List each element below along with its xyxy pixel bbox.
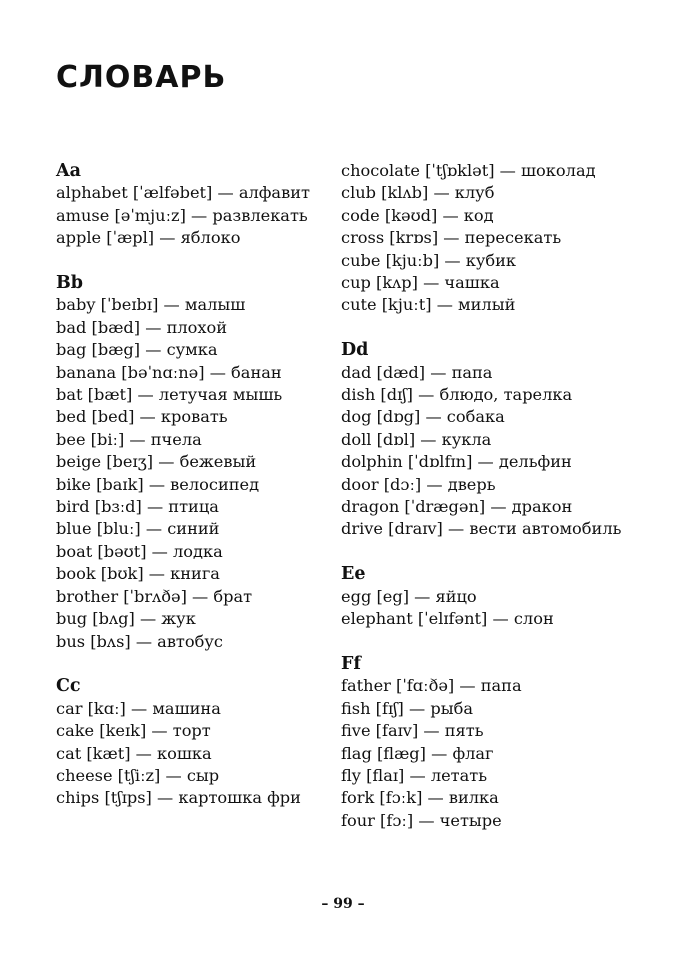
entry: dish [dɪʃ] — блюдо, тарелка xyxy=(341,385,573,405)
entry: bike [baɪk] — велосипед xyxy=(56,474,260,494)
section-letter: Bb xyxy=(56,273,84,294)
entry: door [dɔː] — дверь xyxy=(341,474,496,494)
entry: five [faɪv] — пять xyxy=(341,721,484,741)
section-c-continued xyxy=(341,160,651,317)
entry: boat [bəʊt] — лодка xyxy=(56,541,223,561)
section-c xyxy=(56,675,356,809)
entry: brother [ˈbrʌðə] — брат xyxy=(56,586,253,606)
section-letter: Ff xyxy=(341,653,361,674)
entry: amuse [əˈmjuːz] — развлекать xyxy=(56,205,308,225)
entry: four [fɔː] — четыре xyxy=(341,810,502,830)
entry: flag [flæg] — флаг xyxy=(341,743,494,763)
section-f xyxy=(341,653,651,832)
entry: fly [flaɪ] — летать xyxy=(341,765,488,785)
entry: blue [bluː] — синий xyxy=(56,519,220,539)
section-b xyxy=(56,272,356,653)
entry: dolphin [ˈdɒlfɪn] — дельфин xyxy=(341,452,572,472)
section-letter: Dd xyxy=(341,340,369,361)
entry: chocolate [ˈtʃɒklət] — шоколад xyxy=(341,161,596,180)
entry: bug [bʌg] — жук xyxy=(56,609,196,629)
page-number: – 99 – xyxy=(321,896,365,912)
section-letter: Ee xyxy=(341,564,366,585)
entry: cross [krɒs] — пересекать xyxy=(341,228,562,248)
entry: father [ˈfɑːðə] — папа xyxy=(341,676,522,696)
entry: bee [biː] — пчела xyxy=(56,429,202,449)
entry: car [kɑː] — машина xyxy=(56,698,221,718)
section-letter: Aa xyxy=(56,161,81,181)
entry: club [klʌb] — клуб xyxy=(341,183,495,203)
entry: cake [keɪk] — торт xyxy=(56,721,211,741)
entry: bat [bæt] — летучая мышь xyxy=(56,385,283,405)
entry: cup [kʌp] — чашка xyxy=(341,273,500,293)
entry: fish [fɪʃ] — рыба xyxy=(341,698,473,718)
section-e xyxy=(341,563,651,630)
entry: doll [dɒl] — кукла xyxy=(341,429,492,449)
entry: cheese [tʃiːz] — сыр xyxy=(56,765,220,785)
entry: banana [bəˈnɑːnə] — банан xyxy=(56,362,282,382)
entry: chips [tʃɪps] — картошка фри xyxy=(56,788,301,808)
entry: fork [fɔːk] — вилка xyxy=(341,788,499,808)
section-d xyxy=(341,339,651,541)
entry: alphabet [ˈælfəbet] — алфавит xyxy=(56,183,310,203)
entry: bed [bed] — кровать xyxy=(56,407,228,427)
entry: baby [ˈbeɪbɪ] — малыш xyxy=(56,295,246,315)
section-a xyxy=(56,160,356,250)
entry: bus [bʌs] — автобус xyxy=(56,631,223,651)
entry: cube [kjuːb] — кубик xyxy=(341,250,517,270)
entry: code [kəʊd] — код xyxy=(341,205,494,225)
entry: drive [draɪv] — вести автомобиль xyxy=(341,519,622,539)
entry: dad [dæd] — папа xyxy=(341,362,493,382)
entry: dog [dɒg] — собака xyxy=(341,407,505,427)
page-title: СЛОВАРЬ xyxy=(56,60,227,95)
entry: apple [ˈæpl] — яблоко xyxy=(56,228,241,248)
entry: egg [eg] — яйцо xyxy=(341,586,477,606)
entry: cat [kæt] — кошка xyxy=(56,743,212,763)
entry: bird [bɜːd] — птица xyxy=(56,497,219,517)
dictionary-column-left xyxy=(56,160,356,832)
section-letter: Cc xyxy=(56,676,81,697)
entry: dragon [ˈdrægən] — дракон xyxy=(341,497,573,517)
entry: bag [bæg] — сумка xyxy=(56,340,218,360)
entry: book [bʊk] — книга xyxy=(56,564,220,584)
entry: cute [kjuːt] — милый xyxy=(341,295,516,315)
entry: elephant [ˈelɪfənt] — слон xyxy=(341,609,554,629)
entry: beige [beɪʒ] — бежевый xyxy=(56,452,257,472)
entry: bad [bæd] — плохой xyxy=(56,317,228,337)
dictionary-column-right xyxy=(341,160,651,855)
